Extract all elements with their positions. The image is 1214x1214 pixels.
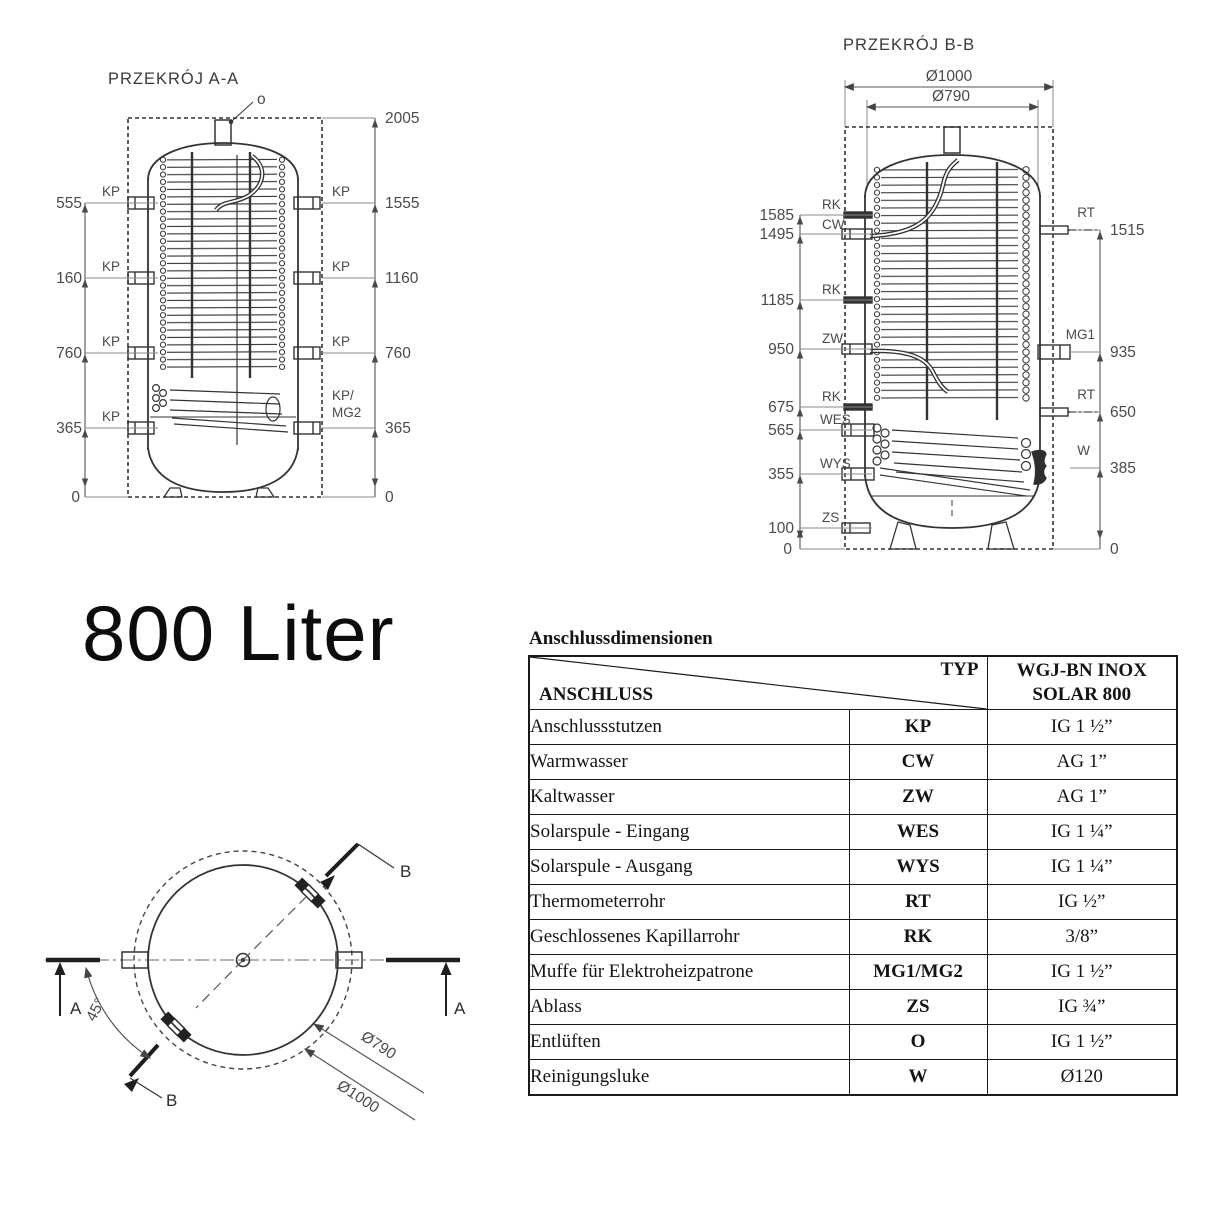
table-row bbox=[529, 885, 1177, 920]
port-label: WYS bbox=[820, 456, 851, 471]
table-row bbox=[529, 745, 1177, 780]
connection-size: IG 1 ½” bbox=[987, 1025, 1177, 1060]
connection-typ: KP bbox=[849, 710, 987, 745]
left-dimension-chain bbox=[760, 197, 872, 558]
port-label: RK bbox=[822, 389, 841, 404]
port-label: W bbox=[1077, 443, 1090, 458]
dim-value: 935 bbox=[1110, 344, 1136, 361]
dia-outer-label: Ø1000 bbox=[925, 68, 973, 85]
dim-value: 1585 bbox=[759, 207, 794, 224]
connection-typ: CW bbox=[849, 745, 987, 780]
connection-name: Geschlossenes Kapillarrohr bbox=[529, 920, 849, 955]
port-label: RK bbox=[822, 282, 841, 297]
right-dimension-chain bbox=[1053, 205, 1144, 558]
dim-total-height: 2005 bbox=[385, 110, 420, 127]
connection-size: AG 1” bbox=[987, 780, 1177, 815]
volume-label: 800 Liter bbox=[82, 589, 395, 677]
table-header-row bbox=[529, 656, 1177, 710]
dim-value: 355 bbox=[768, 466, 794, 483]
port-label: KP bbox=[102, 334, 121, 349]
dim-value: 760 bbox=[385, 345, 411, 362]
dia-inner-label: Ø790 bbox=[357, 1028, 399, 1064]
dim-value: 555 bbox=[56, 195, 82, 212]
header-typ: TYP bbox=[940, 659, 979, 680]
vent-port-leader bbox=[229, 91, 266, 124]
dim-zero: 0 bbox=[71, 489, 80, 506]
connection-dimensions-section bbox=[528, 628, 1178, 1096]
dim-value: 160 bbox=[56, 270, 82, 287]
port-label: KP bbox=[332, 259, 351, 274]
connection-typ: RT bbox=[849, 885, 987, 920]
table-row bbox=[529, 780, 1177, 815]
diameter-leaders bbox=[305, 1024, 424, 1120]
dim-value: 1160 bbox=[385, 270, 419, 287]
vent-port-label: o bbox=[257, 91, 266, 108]
dia-outer-label: Ø1000 bbox=[333, 1077, 383, 1117]
connection-name: Anschlussstutzen bbox=[529, 710, 849, 745]
section-b-label: B bbox=[400, 862, 412, 881]
connection-size: IG 1 ¼” bbox=[987, 850, 1177, 885]
connection-name: Kaltwasser bbox=[529, 780, 849, 815]
angle-label: 45° bbox=[83, 995, 110, 1025]
connection-dimensions-table bbox=[528, 655, 1178, 1096]
port-label: ZS bbox=[822, 510, 840, 525]
connection-size: Ø120 bbox=[987, 1060, 1177, 1096]
connection-size: AG 1” bbox=[987, 745, 1177, 780]
angle-dimension bbox=[83, 968, 150, 1058]
connection-name: Thermometerrohr bbox=[529, 885, 849, 920]
dim-value: 365 bbox=[385, 420, 411, 437]
header-model-line2: SOLAR 800 bbox=[1032, 684, 1132, 705]
dim-value: 760 bbox=[56, 345, 82, 362]
port-label: KP bbox=[332, 184, 351, 199]
port-label: KP/ bbox=[332, 388, 354, 403]
dim-value: 650 bbox=[1110, 404, 1136, 421]
table-row bbox=[529, 1060, 1177, 1096]
dim-zero: 0 bbox=[385, 489, 394, 506]
port-label: CW bbox=[822, 217, 845, 232]
header-model bbox=[987, 656, 1177, 710]
port-label: KP bbox=[102, 259, 121, 274]
dim-value: 675 bbox=[768, 399, 794, 416]
connection-typ: MG1/MG2 bbox=[849, 955, 987, 990]
coil-block bbox=[158, 156, 288, 370]
table-row bbox=[529, 1025, 1177, 1060]
port-label: MG1 bbox=[1065, 327, 1095, 342]
port-label: KP bbox=[102, 184, 121, 199]
solar-coil bbox=[153, 385, 288, 432]
section-a-markers bbox=[46, 960, 466, 1018]
dim-value: 1555 bbox=[385, 195, 420, 212]
section-b-title: PRZEKRÓJ B-B bbox=[843, 36, 976, 54]
connection-size: IG 1 ¼” bbox=[987, 815, 1177, 850]
header-anschluss: ANSCHLUSS bbox=[539, 684, 654, 705]
port-label: MG2 bbox=[332, 405, 362, 420]
dim-value: 365 bbox=[56, 420, 82, 437]
table-row bbox=[529, 815, 1177, 850]
port-label: ZW bbox=[822, 331, 843, 346]
dim-value: 1515 bbox=[1110, 222, 1145, 239]
table-row bbox=[529, 920, 1177, 955]
header-model-line1: WGJ-BN INOX bbox=[1016, 660, 1147, 681]
dim-zero: 0 bbox=[783, 541, 792, 558]
connection-name: Solarspule - Eingang bbox=[529, 815, 849, 850]
section-a-title: PRZEKRÓJ A-A bbox=[108, 70, 240, 88]
connection-size: IG ½” bbox=[987, 885, 1177, 920]
connection-name: Warmwasser bbox=[529, 745, 849, 780]
port-label: WES bbox=[820, 412, 851, 427]
connection-typ: WYS bbox=[849, 850, 987, 885]
connection-name: Ablass bbox=[529, 990, 849, 1025]
dim-value: 565 bbox=[768, 422, 794, 439]
dia-inner-label: Ø790 bbox=[932, 88, 970, 105]
connection-name: Entlüften bbox=[529, 1025, 849, 1060]
connection-typ: ZW bbox=[849, 780, 987, 815]
connection-size: IG 1 ½” bbox=[987, 710, 1177, 745]
center-hub bbox=[196, 897, 306, 1008]
dim-value: 1495 bbox=[759, 226, 794, 243]
section-a-diagram bbox=[40, 60, 480, 580]
connection-typ: ZS bbox=[849, 990, 987, 1025]
right-dimension-chain bbox=[322, 110, 419, 506]
section-b-label: B bbox=[166, 1091, 178, 1110]
connection-typ: O bbox=[849, 1025, 987, 1060]
solar-coil bbox=[873, 424, 1031, 496]
port-label: RT bbox=[1077, 387, 1095, 402]
left-dimension-chain bbox=[56, 184, 158, 506]
section-a-label: A bbox=[454, 999, 466, 1018]
table-row bbox=[529, 955, 1177, 990]
connection-typ: W bbox=[849, 1060, 987, 1096]
header-anschluss-typ bbox=[529, 656, 987, 710]
port-label: KP bbox=[332, 334, 351, 349]
connection-typ: WES bbox=[849, 815, 987, 850]
table-title: Anschlussdimensionen bbox=[529, 628, 713, 649]
port-label: KP bbox=[102, 409, 121, 424]
table-row bbox=[529, 850, 1177, 885]
connection-size: IG 1 ½” bbox=[987, 955, 1177, 990]
connection-size: IG ¾” bbox=[987, 990, 1177, 1025]
section-b-diagram bbox=[730, 20, 1210, 580]
dim-zero: 0 bbox=[1110, 541, 1119, 558]
connection-name: Muffe für Elektroheizpatrone bbox=[529, 955, 849, 990]
port-label: RT bbox=[1077, 205, 1095, 220]
manhole-flange bbox=[1032, 450, 1046, 484]
dim-value: 950 bbox=[768, 341, 794, 358]
top-view-diagram bbox=[30, 798, 500, 1138]
port-label: RK bbox=[822, 197, 841, 212]
coil-block bbox=[872, 166, 1038, 402]
section-a-label: A bbox=[70, 999, 82, 1018]
table-row bbox=[529, 990, 1177, 1025]
section-b-markers bbox=[124, 844, 411, 1110]
dim-value: 385 bbox=[1110, 460, 1136, 477]
dim-value: 1185 bbox=[760, 292, 794, 309]
connection-typ: RK bbox=[849, 920, 987, 955]
dim-value: 100 bbox=[768, 520, 794, 537]
connection-name: Reinigungsluke bbox=[529, 1060, 849, 1096]
table-row bbox=[529, 710, 1177, 745]
connection-size: 3/8” bbox=[987, 920, 1177, 955]
connection-name: Solarspule - Ausgang bbox=[529, 850, 849, 885]
